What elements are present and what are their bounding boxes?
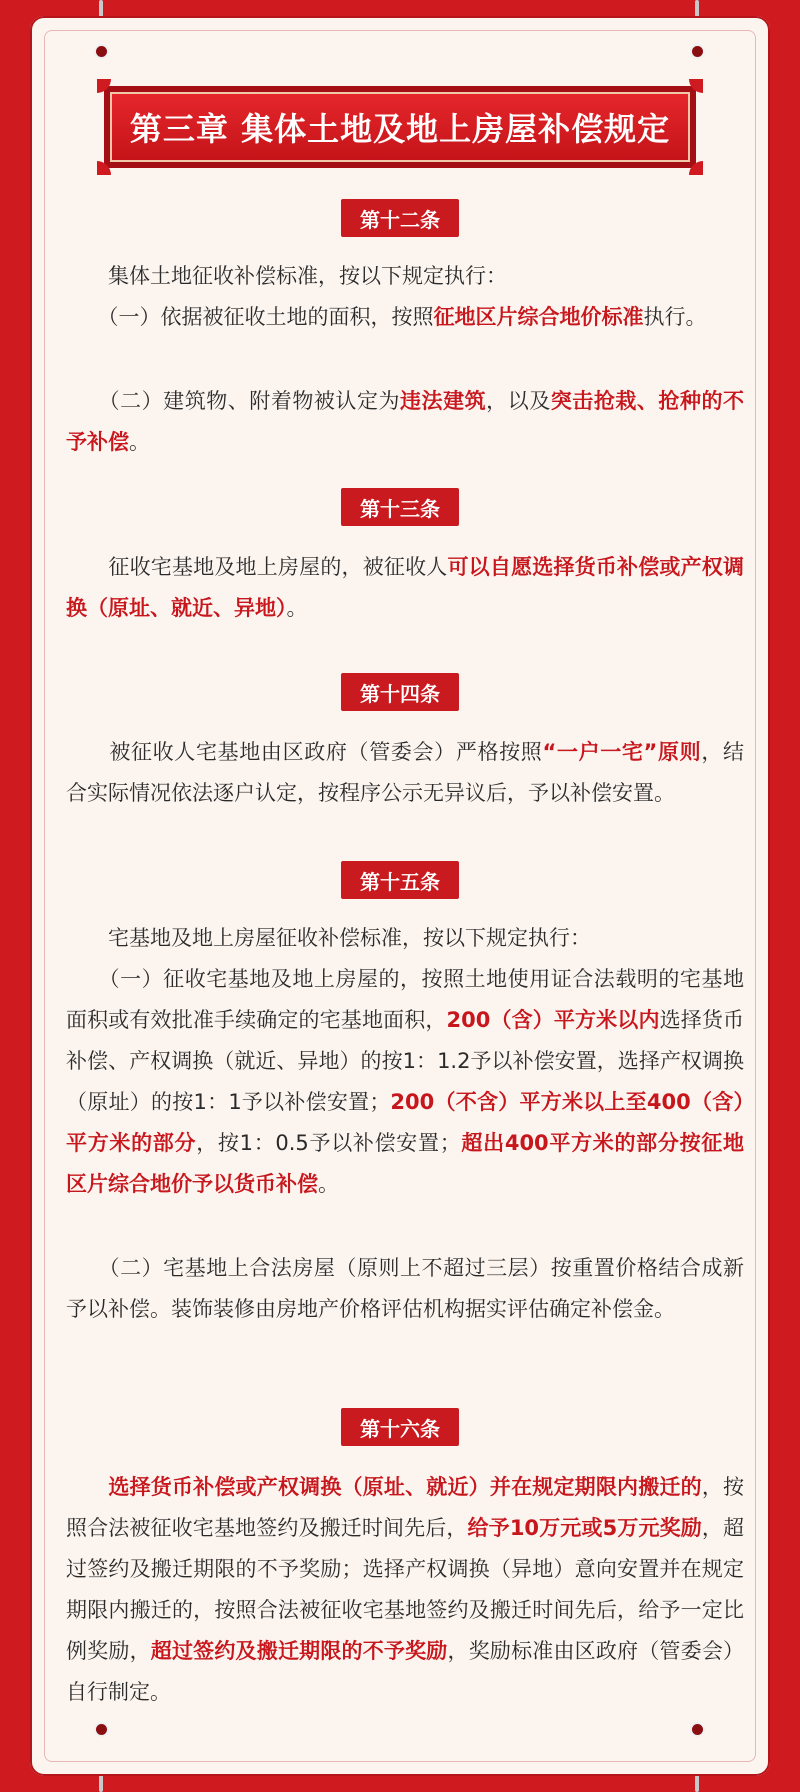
- body-text: （一）征收宅基地及地上房屋的，按照土地使用证合法载明的宅基地面积或有效批准手续确定的宅基地面积，: [66, 967, 744, 1032]
- bottom-right-knob: [690, 1722, 705, 1737]
- article-12-paragraph-2: [66, 297, 744, 338]
- body-text: 。: [129, 430, 150, 454]
- body-text: [66, 1475, 108, 1499]
- body-text: 征收宅基地及地上房屋的，被征收人: [66, 555, 448, 579]
- body-text: ，奖励标准由区政府（管委会）自行制定。: [66, 1639, 745, 1704]
- body-text: 选择货币补偿、产权调换（就近、异地）的按1：1.2予以补偿安置，选择产权调换（原址）的按1：1予以补偿安置；: [66, 1008, 745, 1114]
- article-12-title: 第十二条: [341, 199, 459, 237]
- article-15-paragraph-2: [66, 959, 744, 1205]
- body-text: 。: [286, 596, 308, 620]
- chapter-title: 第三章 集体土地及地上房屋补偿规定: [129, 110, 671, 148]
- body-text: ，以及: [486, 389, 551, 413]
- body-text: ，按1：0.5予以补偿安置；: [196, 1131, 461, 1155]
- highlighted-text: 超出400平方米的部分按征地区片综合地价予以货币补偿: [66, 1131, 744, 1196]
- body-text: 。: [318, 1172, 339, 1196]
- body-text: ，超过签约及搬迁期限的不予奖励；选择产权调换（异地）意向安置并在规定期限内搬迁的，按照合法被征收宅基地签约及搬迁时间先后，给予一定比例奖励，: [66, 1516, 744, 1663]
- body-text: 执行。: [643, 305, 707, 329]
- article-16-paragraph-1: [66, 1467, 744, 1713]
- article-12-paragraph-3: [66, 381, 744, 463]
- top-left-knob: [94, 44, 109, 59]
- highlighted-text: 可以自愿选择货币补偿或产权调换（原址、就近、异地）: [66, 555, 744, 620]
- article-15-paragraph-1: [66, 918, 744, 959]
- chapter-banner: [104, 86, 696, 168]
- article-14-paragraph-1: [66, 732, 744, 814]
- highlighted-text: 200（不含）平方米以上至400（含）平方米的部分: [66, 1090, 744, 1155]
- article-13-title: 第十三条: [341, 488, 459, 526]
- top-right-knob: [690, 44, 705, 59]
- body-text: 集体土地征收补偿标准，按以下规定执行：: [66, 264, 507, 288]
- highlighted-text: 超过签约及搬迁期限的不予奖励: [150, 1639, 448, 1663]
- article-13-paragraph-1: [66, 547, 744, 629]
- bottom-left-knob: [94, 1722, 109, 1737]
- body-text: 被征收人宅基地由区政府（管委会）严格按照: [66, 740, 543, 764]
- highlighted-text: 200（含）平方米以内: [446, 1008, 660, 1032]
- article-16-title: 第十六条: [341, 1408, 459, 1446]
- highlighted-text: 违法建筑: [400, 389, 487, 413]
- article-14-title: 第十四条: [341, 673, 459, 711]
- body-text: ，结合实际情况依法逐户认定，按程序公示无异议后，予以补偿安置。: [66, 740, 745, 805]
- body-text: （一）依据被征收土地的面积，按照: [66, 305, 434, 329]
- body-text: （二）建筑物、附着物被认定为: [66, 389, 401, 413]
- body-text: ，按照合法被征收宅基地签约及搬迁时间先后，: [66, 1475, 745, 1540]
- body-text: （二）宅基地上合法房屋（原则上不超过三层）按重置价格结合成新予以补偿。装饰装修由房地产价格评估机构据实评估确定补偿金。: [66, 1256, 744, 1321]
- highlighted-text: 突击抢栽、抢种的不予补偿: [66, 389, 745, 454]
- highlighted-text: 征地区片综合地价标准: [433, 305, 644, 329]
- highlighted-text: “一户一宅”原则: [542, 740, 702, 764]
- body-text: 宅基地及地上房屋征收补偿标准，按以下规定执行：: [66, 926, 591, 950]
- article-15-paragraph-3: [66, 1248, 744, 1330]
- highlighted-text: 选择货币补偿或产权调换（原址、就近）并在规定期限内搬迁的: [108, 1475, 702, 1499]
- article-15-title: 第十五条: [341, 861, 459, 899]
- highlighted-text: 给予10万元或5万元奖励: [467, 1516, 702, 1540]
- article-12-paragraph-1: [66, 256, 744, 297]
